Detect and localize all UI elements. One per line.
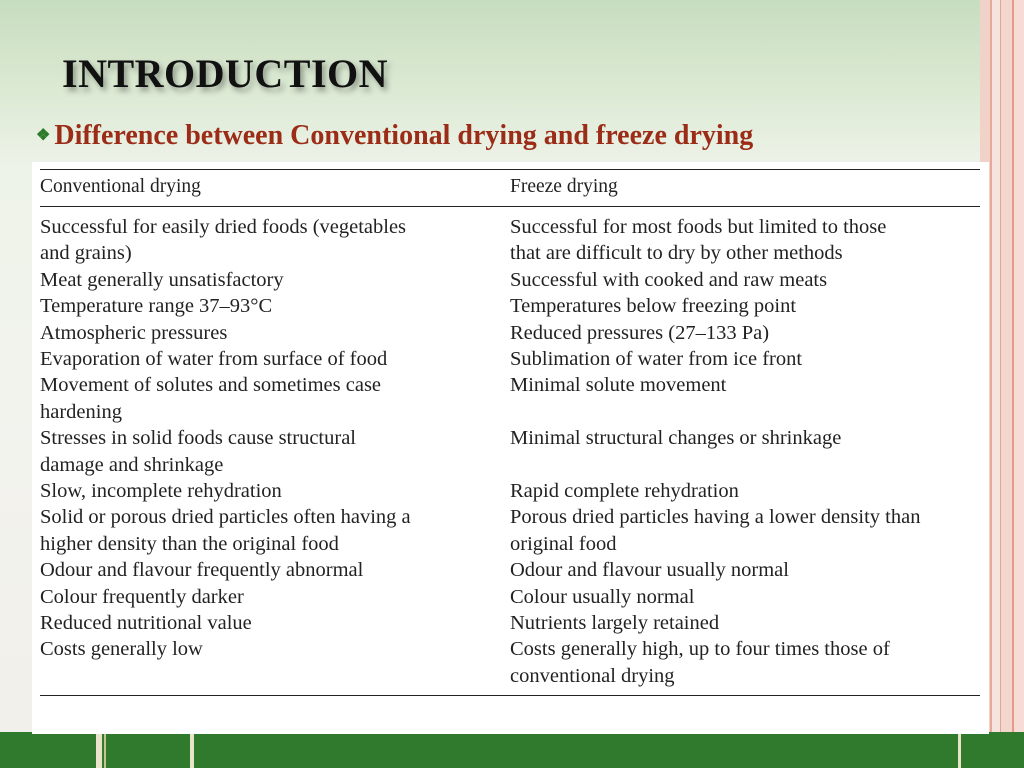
freeze-drying-line: Porous dried particles having a lower density than — [510, 506, 921, 529]
conventional-drying-line: Temperature range 37–93°C — [40, 295, 273, 318]
freeze-drying-line: Minimal structural changes or shrinkage — [510, 427, 842, 450]
column-header-conventional: Conventional drying — [40, 176, 201, 197]
freeze-drying-line: Sublimation of water from ice front — [510, 348, 803, 370]
conventional-drying-line: Movement of solutes and sometimes case — [40, 374, 382, 397]
conventional-drying-line: Solid or porous dried particles often having a — [40, 506, 411, 529]
band-stripe — [190, 732, 194, 768]
conventional-drying-line: Evaporation of water from surface of food — [40, 348, 388, 370]
conventional-drying-line: Atmospheric pressures — [40, 321, 228, 344]
freeze-drying-line: Colour usually normal — [510, 585, 695, 608]
band-stripe — [958, 732, 961, 768]
freeze-drying-line: Odour and flavour usually normal — [510, 559, 789, 582]
table-bottom-rule — [40, 695, 980, 696]
table-header-rule — [40, 206, 980, 207]
slide-title: INTRODUCTION — [62, 51, 389, 96]
table-top-rule — [40, 169, 980, 170]
band-stripe — [96, 732, 102, 768]
freeze-drying-line: Nutrients largely retained — [510, 612, 720, 634]
freeze-drying-line: Reduced pressures (27–133 Pa) — [510, 321, 770, 344]
freeze-drying-line: Minimal solute movement — [510, 374, 727, 397]
freeze-drying-line: Temperatures below freezing point — [510, 295, 797, 318]
freeze-drying-line: conventional drying — [510, 664, 675, 687]
bottom-decorative-band — [0, 732, 1024, 768]
freeze-drying-line: that are difficult to dry by other methods — [510, 242, 843, 265]
diamond-bullet-icon: ❖ — [36, 127, 51, 144]
conventional-drying-line: Costs generally low — [40, 638, 203, 661]
subtitle-text: Difference between Conventional drying and freeze drying — [54, 120, 754, 151]
freeze-drying-line: Rapid complete rehydration — [510, 480, 739, 502]
conventional-drying-line: higher density than the original food — [40, 532, 339, 555]
freeze-drying-line: Costs generally high, up to four times those of — [510, 638, 890, 661]
conventional-drying-line: Meat generally unsatisfactory — [40, 268, 284, 291]
conventional-drying-line: damage and shrinkage — [40, 453, 224, 476]
conventional-drying-line: Colour frequently darker — [40, 585, 244, 608]
conventional-drying-line: Reduced nutritional value — [40, 612, 252, 634]
band-stripe — [104, 732, 106, 768]
freeze-drying-line: Successful with cooked and raw meats — [510, 268, 828, 291]
column-header-freeze: Freeze drying — [510, 176, 618, 197]
comparison-table — [32, 162, 989, 734]
conventional-drying-line: Odour and flavour frequently abnormal — [40, 559, 364, 582]
conventional-drying-line: and grains) — [40, 242, 132, 265]
freeze-drying-line: original food — [510, 532, 617, 555]
conventional-drying-line: Slow, incomplete rehydration — [40, 480, 282, 502]
freeze-drying-line: Successful for most foods but limited to those — [510, 216, 887, 238]
conventional-drying-line: Stresses in solid foods cause structural — [40, 427, 356, 450]
slide-subtitle — [36, 120, 753, 152]
conventional-drying-line: hardening — [40, 400, 122, 423]
conventional-drying-line: Successful for easily dried foods (vegetables — [40, 216, 407, 238]
